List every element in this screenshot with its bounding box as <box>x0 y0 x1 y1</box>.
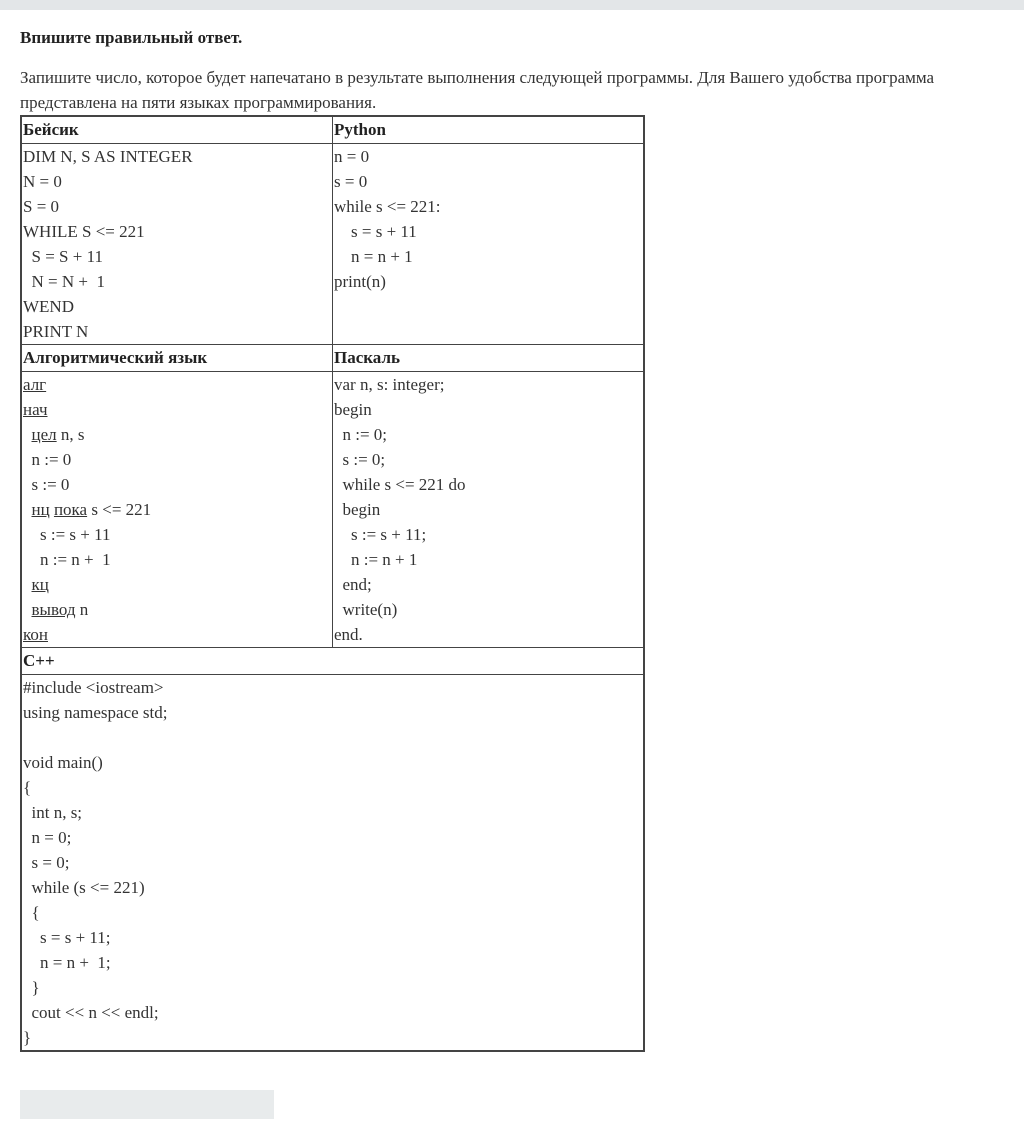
code-line: N = N + 1 <box>23 272 105 291</box>
pascal-code <box>333 372 645 648</box>
code-line <box>23 497 332 522</box>
keyword: кц <box>31 575 49 594</box>
code-line: s := 0; <box>334 450 386 469</box>
code-line <box>23 422 332 447</box>
code-line: n = n + 1; <box>23 953 111 972</box>
code-line: n = 0; <box>23 828 72 847</box>
code-line: N = 0 <box>23 172 62 191</box>
code-line <box>23 622 332 647</box>
python-header: Python <box>333 116 645 144</box>
keyword: алг <box>23 375 47 394</box>
code-line: n := 0; <box>334 425 388 444</box>
keyword: цел <box>31 425 57 444</box>
code-text: n, s <box>56 425 85 444</box>
code-line: using namespace std; <box>23 703 168 722</box>
code-line <box>23 572 332 597</box>
code-line: DIM N, S AS INTEGER <box>23 147 193 166</box>
code-line: n = 0 <box>334 147 370 166</box>
code-line: s = s + 11 <box>334 222 417 241</box>
cpp-header: C++ <box>21 648 644 675</box>
code-line: var n, s: integer; <box>334 375 445 394</box>
code-line: while (s <= 221) <box>23 878 145 897</box>
keyword: кон <box>23 625 48 644</box>
code-line: end; <box>334 575 372 594</box>
basic-header: Бейсик <box>21 116 333 144</box>
keyword: вывод <box>31 600 76 619</box>
keyword: нач <box>23 400 48 419</box>
top-bar <box>0 0 1024 10</box>
code-line: #include <iostream> <box>23 678 164 697</box>
code-line: n := n + 1 <box>23 550 111 569</box>
algo-header: Алгоритмический язык <box>21 345 333 372</box>
code-line: begin <box>334 400 372 419</box>
code-line: } <box>23 978 40 997</box>
question-text: Запишите число, которое будет напечатано в результате выполнения следующей программы. Для Вашего удобства программа представлена на пяти языках программирования. <box>20 68 935 112</box>
code-line: } <box>23 1028 32 1047</box>
answer-input[interactable] <box>20 1090 274 1119</box>
code-text: n <box>75 600 89 619</box>
code-line: write(n) <box>334 600 398 619</box>
code-line: print(n) <box>334 272 386 291</box>
code-line: int n, s; <box>23 803 83 822</box>
instruction-text: Впишите правильный ответ. <box>20 28 243 47</box>
code-line: { <box>23 903 40 922</box>
code-line: { <box>23 778 32 797</box>
code-line: end. <box>334 625 363 644</box>
code-line: void main() <box>23 753 103 772</box>
pascal-header: Паскаль <box>333 345 645 372</box>
basic-code <box>21 144 333 345</box>
code-line: s := s + 11; <box>334 525 427 544</box>
code-line: s = 0 <box>334 172 368 191</box>
code-table <box>20 115 645 1052</box>
code-line: while s <= 221: <box>334 197 441 216</box>
cpp-code <box>21 675 644 1052</box>
code-line <box>23 597 332 622</box>
code-line: PRINT N <box>23 322 89 341</box>
code-line: cout << n << endl; <box>23 1003 159 1022</box>
code-line: s := 0 <box>23 475 70 494</box>
code-line: WEND <box>23 297 74 316</box>
code-line: n := n + 1 <box>334 550 418 569</box>
code-line: S = S + 11 <box>23 247 103 266</box>
code-line <box>23 372 332 397</box>
code-line: begin <box>334 500 381 519</box>
code-line: s := s + 11 <box>23 525 111 544</box>
algo-code <box>21 372 333 648</box>
keyword: пока <box>53 500 88 519</box>
code-line: while s <= 221 do <box>334 475 466 494</box>
code-line: s = 0; <box>23 853 70 872</box>
code-line: n := 0 <box>23 450 72 469</box>
code-line: s = s + 11; <box>23 928 111 947</box>
code-line <box>23 397 332 422</box>
code-line: WHILE S <= 221 <box>23 222 145 241</box>
code-text: s <= 221 <box>87 500 152 519</box>
keyword: нц <box>31 500 50 519</box>
code-line: n = n + 1 <box>334 247 413 266</box>
code-line <box>23 725 643 750</box>
python-code <box>333 144 645 345</box>
code-line: S = 0 <box>23 197 60 216</box>
